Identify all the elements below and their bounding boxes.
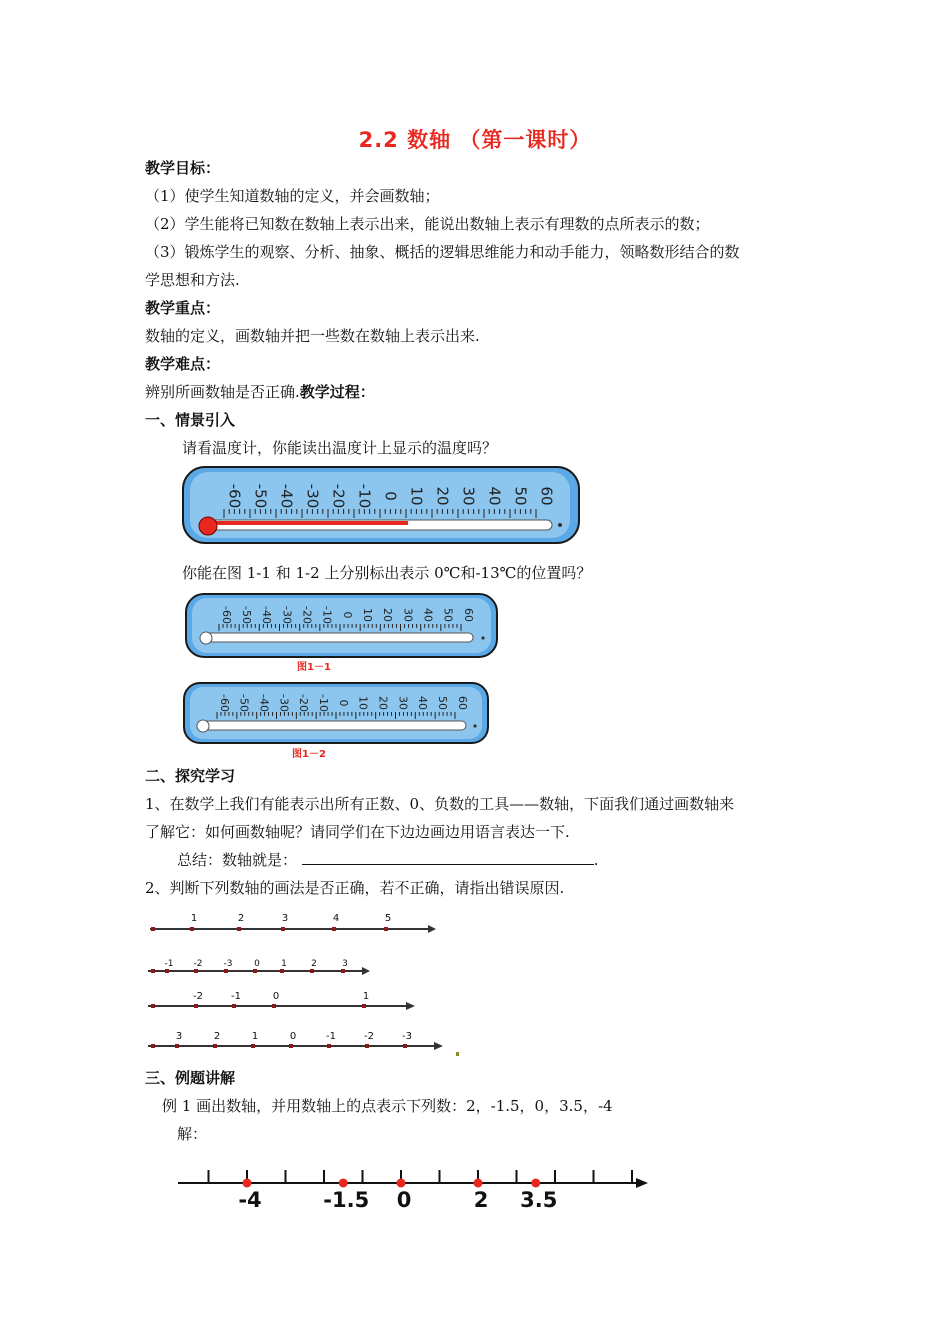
axis2-label: -2 xyxy=(193,959,203,969)
thermo-main-label: -20 xyxy=(329,483,348,509)
axis2-tick xyxy=(194,969,198,973)
example-point xyxy=(243,1179,252,1188)
axis3-label: -1 xyxy=(231,991,241,1002)
axis2-label: 2 xyxy=(311,959,317,969)
thermo-f1-label: 50 xyxy=(441,608,455,622)
axis3-tick xyxy=(232,1004,236,1008)
example-point-label: -4 xyxy=(238,1188,262,1212)
summary-line xyxy=(177,849,599,870)
thermo-f2-label: 50 xyxy=(436,696,450,710)
stray-mark xyxy=(456,1052,459,1056)
thermo-main-label: -10 xyxy=(355,483,374,509)
axis-4 xyxy=(148,1031,443,1050)
difficulties-line xyxy=(145,381,375,402)
example-point-label: -1.5 xyxy=(323,1188,370,1212)
example-point-label: 3.5 xyxy=(520,1188,558,1212)
axis2-tick xyxy=(224,969,228,973)
fig2-caption: 图1－2 xyxy=(292,749,326,760)
section2-p1-line2: 了解它：如何画数轴呢？请同学们在下边边画边用语言表达一下. xyxy=(145,823,570,841)
axis-3 xyxy=(148,991,415,1010)
thermo-f1-label: 0 xyxy=(340,611,354,619)
axis1-tick xyxy=(332,927,336,931)
axis2-tick xyxy=(165,969,169,973)
example-point xyxy=(531,1179,540,1188)
example-point xyxy=(397,1179,406,1188)
axis3-start xyxy=(151,1004,155,1008)
axis2-start xyxy=(151,969,155,973)
thermo-main-label: 20 xyxy=(433,486,452,506)
axis3-label: 1 xyxy=(362,991,370,1002)
example-point-label: 0 xyxy=(396,1188,412,1212)
axis4-tick xyxy=(251,1044,255,1048)
thermo-main-label: 50 xyxy=(511,486,530,506)
thermo-f2-label: 60 xyxy=(455,696,469,710)
objective-3: （3）锻炼学生的观察、分析、抽象、概括的逻辑思维能力和动手能力，领略数形结合的数 xyxy=(145,243,740,261)
section1-heading: 一、情景引入 xyxy=(145,411,236,429)
axis3-label: 0 xyxy=(272,991,280,1002)
thermo-f2-label: -50 xyxy=(237,694,251,712)
thermo-f1-label: -20 xyxy=(300,606,314,624)
axis2-tick xyxy=(341,969,345,973)
axis1-tick xyxy=(384,927,388,931)
thermo-f2-label: -10 xyxy=(317,694,331,712)
section2-p2: 2、判断下列数轴的画法是否正确，若不正确，请指出错误原因. xyxy=(145,879,565,897)
thermo-f2-label: 20 xyxy=(376,696,390,710)
axis1-label: 1 xyxy=(190,913,198,924)
axis4-label: 3 xyxy=(175,1031,183,1042)
summary-label: 总结：数轴就是： xyxy=(177,851,298,869)
difficulties-text: 辨别所画数轴是否正确. xyxy=(145,383,300,401)
axis3-label: -2 xyxy=(193,991,203,1002)
difficulties-heading: 教学难点： xyxy=(145,355,221,373)
axis2-tick xyxy=(280,969,284,973)
thermo-main-label: 30 xyxy=(459,486,478,506)
axis2-label: 1 xyxy=(281,959,287,969)
axis4-tick xyxy=(175,1044,179,1048)
thermo-main-label: 0 xyxy=(381,491,400,501)
thermo-f1-label: -60 xyxy=(219,606,233,624)
axis2-label: 3 xyxy=(342,959,348,969)
axis4-label: 0 xyxy=(289,1031,297,1042)
thermo-main-label: -50 xyxy=(251,483,270,509)
thermo-f2-label: 10 xyxy=(356,696,370,710)
axis4-tick xyxy=(289,1044,293,1048)
axis-1 xyxy=(150,913,436,933)
axis4-label: -2 xyxy=(364,1031,374,1042)
axis3-tick xyxy=(194,1004,198,1008)
thermometer-main xyxy=(182,466,582,546)
thermometer-fig1[interactable] xyxy=(185,593,498,658)
example-1: 例 1 画出数轴，并用数轴上的点表示下列数：2，-1.5，0，3.5，-4 xyxy=(162,1097,613,1115)
example-point xyxy=(474,1179,483,1188)
axis4-label: 1 xyxy=(251,1031,259,1042)
section2-heading: 二、探究学习 xyxy=(145,767,236,785)
axis1-tick xyxy=(237,927,241,931)
thermo-f1-label: 10 xyxy=(361,608,375,622)
thermo-f1-label: -30 xyxy=(280,606,294,624)
axis4-label: -1 xyxy=(326,1031,336,1042)
thermo-f1-label: -40 xyxy=(260,606,274,624)
axis2-tick xyxy=(310,969,314,973)
thermo-f2-label: -60 xyxy=(217,694,231,712)
thermo-f2-label: 40 xyxy=(416,696,430,710)
thermo-f2-label: -20 xyxy=(297,694,311,712)
thermo-main-label: -60 xyxy=(225,483,244,509)
axis2-label: -3 xyxy=(223,959,233,969)
axis2-tick xyxy=(253,969,257,973)
axis1-label: 2 xyxy=(237,913,245,924)
objectives-heading: 教学目标： xyxy=(145,159,221,177)
example-point xyxy=(339,1179,348,1188)
thermo-f1-label: 60 xyxy=(461,608,475,622)
fig1-caption: 图1－1 xyxy=(297,662,331,673)
process-heading: 教学过程： xyxy=(299,383,375,401)
axis3-tick xyxy=(272,1004,276,1008)
section1-question1: 请看温度计，你能读出温度计上显示的温度吗？ xyxy=(182,439,498,457)
axis1-label: 4 xyxy=(332,913,340,924)
thermo-f2-label: -30 xyxy=(277,694,291,712)
example-point-label: 2 xyxy=(473,1188,489,1212)
axis4-tick xyxy=(327,1044,331,1048)
axis3-tick xyxy=(362,1004,366,1008)
thermo-f1-label: 30 xyxy=(401,608,415,622)
thermo-main-label: 40 xyxy=(485,486,504,506)
section2-p1-line1: 1、在数学上我们有能表示出所有正数、0、负数的工具——数轴，下面我们通过画数轴来 xyxy=(145,795,735,813)
key-points-text: 数轴的定义，画数轴并把一些数在数轴上表示出来. xyxy=(145,327,480,345)
axes-to-judge xyxy=(140,905,470,1060)
solution-label: 解： xyxy=(177,1125,208,1143)
axis-2 xyxy=(148,959,370,975)
page-title: 2.2 数轴 （第一课时） xyxy=(358,128,592,152)
axis1-tick xyxy=(190,927,194,931)
section1-question2: 你能在图 1-1 和 1-2 上分别标出表示 0℃和-13℃的位置吗？ xyxy=(182,564,592,582)
thermo-f2-label: 30 xyxy=(396,696,410,710)
axis2-label: -1 xyxy=(164,959,174,969)
axis4-label: 2 xyxy=(213,1031,221,1042)
thermometer-fig2[interactable] xyxy=(183,682,489,744)
thermo-f1-label: 20 xyxy=(381,608,395,622)
thermo-f2-label: -40 xyxy=(257,694,271,712)
thermo-main-label: -40 xyxy=(277,483,296,509)
axis4-label: -3 xyxy=(402,1031,412,1042)
objective-3-cont: 学思想和方法. xyxy=(145,271,240,289)
axis1-tick xyxy=(281,927,285,931)
axis4-tick xyxy=(403,1044,407,1048)
axis1-label: 3 xyxy=(281,913,289,924)
section3-heading: 三、例题讲解 xyxy=(145,1069,236,1087)
axis1-start xyxy=(151,927,155,931)
example-number-line xyxy=(170,1160,660,1220)
thermo-f1-label: -10 xyxy=(320,606,334,624)
objective-2: （2）学生能将已知数在数轴上表示出来，能说出数轴上表示有理数的点所表示的数； xyxy=(145,215,710,233)
summary-end: . xyxy=(593,851,599,869)
axis2-label: 0 xyxy=(254,959,260,969)
axis1-label: 5 xyxy=(384,913,392,924)
axis4-tick xyxy=(213,1044,217,1048)
thermo-main-label: 10 xyxy=(407,486,426,506)
thermo-f2-label: 0 xyxy=(336,699,350,707)
thermo-main-label: -30 xyxy=(303,483,322,509)
thermo-f1-label: -50 xyxy=(240,606,254,624)
axis4-start xyxy=(151,1044,155,1048)
objective-1: （1）使学生知道数轴的定义，并会画数轴； xyxy=(145,187,440,205)
key-points-heading: 教学重点： xyxy=(145,299,221,317)
thermo-f1-label: 40 xyxy=(421,608,435,622)
summary-blank[interactable] xyxy=(302,850,594,865)
axis4-tick xyxy=(365,1044,369,1048)
thermo-main-label: 60 xyxy=(537,486,556,506)
